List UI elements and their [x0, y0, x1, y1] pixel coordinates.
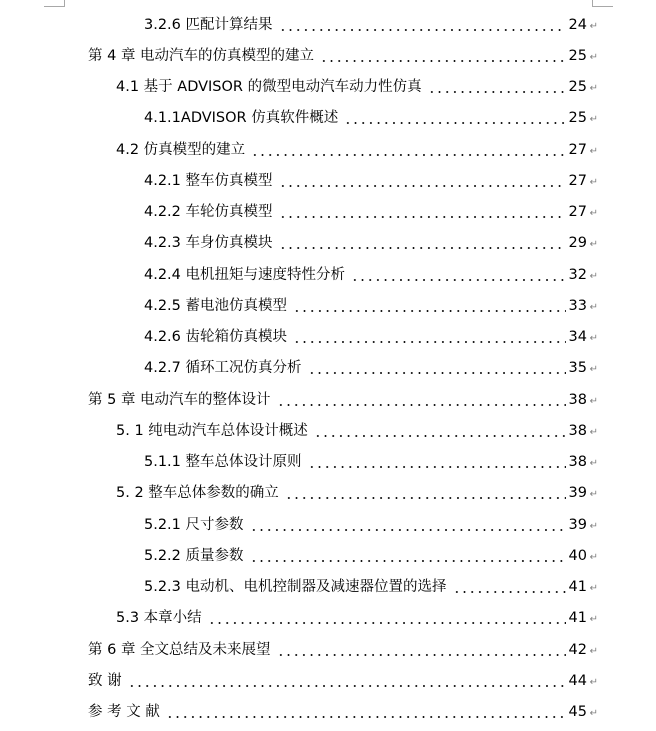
toc-entry-page-number: 38	[568, 422, 587, 439]
toc-entry[interactable]	[0, 572, 656, 603]
toc-leader-dots	[128, 674, 566, 688]
toc-entry-page-number: 33	[568, 297, 587, 314]
toc-leader-dots	[285, 486, 566, 500]
page-corner-mark-right	[592, 0, 613, 7]
paragraph-mark-icon: ↵	[589, 239, 598, 251]
toc-entry[interactable]	[0, 353, 656, 384]
toc-entry[interactable]	[0, 665, 656, 696]
paragraph-mark-icon: ↵	[589, 676, 598, 688]
toc-entry-title: 参 考 文 献	[88, 704, 160, 721]
paragraph-mark-icon: ↵	[589, 582, 598, 594]
toc-entry-title: 5.2.3 电动机、电机控制器及减速器位置的选择	[144, 579, 447, 596]
toc-entry-title: 致 谢	[88, 672, 122, 689]
toc-entry-page-number: 25	[568, 47, 587, 64]
toc-entry[interactable]	[0, 228, 656, 259]
toc-entry-title: 4.2 仿真模型的建立	[116, 141, 246, 158]
toc-entry-page-number: 27	[568, 172, 587, 189]
toc-entry[interactable]	[0, 197, 656, 228]
toc-entry-page-number: 27	[568, 141, 587, 158]
toc-entry[interactable]	[0, 134, 656, 165]
toc-entry[interactable]	[0, 447, 656, 478]
toc-leader-dots	[453, 580, 566, 594]
toc-leader-dots	[250, 518, 566, 532]
toc-entry-title: 4.2.4 电机扭矩与速度特性分析	[144, 266, 346, 283]
toc-entry-title: 4.2.5 蓄电池仿真模型	[144, 297, 288, 314]
toc-entry[interactable]	[0, 9, 656, 40]
toc-entry-page-number: 32	[568, 266, 587, 283]
toc-entry-page-number: 34	[568, 329, 587, 346]
toc-leader-dots	[279, 236, 566, 250]
toc-entry-page-number: 25	[568, 79, 587, 96]
toc-leader-dots	[279, 18, 566, 32]
paragraph-mark-icon: ↵	[589, 145, 598, 157]
toc-leader-dots	[293, 299, 566, 313]
toc-entry-title: 第 4 章 电动汽车的仿真模型的建立	[88, 47, 315, 64]
toc-entry[interactable]	[0, 509, 656, 540]
toc-leader-dots	[251, 143, 565, 157]
toc-entry[interactable]	[0, 478, 656, 509]
toc-leader-dots	[320, 49, 565, 63]
paragraph-mark-icon: ↵	[589, 457, 598, 469]
toc-entry[interactable]	[0, 415, 656, 446]
toc-entry-title: 4.1.1ADVISOR 仿真软件概述	[144, 110, 339, 127]
paragraph-mark-icon: ↵	[589, 114, 598, 126]
toc-entry-title: 4.2.7 循环工况仿真分析	[144, 360, 302, 377]
toc-entry[interactable]	[0, 697, 656, 728]
toc-entry[interactable]	[0, 259, 656, 290]
toc-entry[interactable]	[0, 165, 656, 196]
paragraph-mark-icon: ↵	[589, 364, 598, 376]
toc-entry-title: 5.2.2 质量参数	[144, 547, 244, 564]
paragraph-mark-icon: ↵	[589, 301, 598, 313]
toc-entry[interactable]	[0, 322, 656, 353]
toc-leader-dots	[308, 361, 566, 375]
toc-entry-title: 第 5 章 电动汽车的整体设计	[88, 391, 271, 408]
toc-entry-title: 5.1.1 整车总体设计原则	[144, 454, 302, 471]
toc-entry[interactable]	[0, 384, 656, 415]
toc-entry[interactable]	[0, 634, 656, 665]
toc-entry[interactable]	[0, 103, 656, 134]
paragraph-mark-icon: ↵	[589, 614, 598, 626]
toc-entry-page-number: 39	[568, 516, 587, 533]
toc-entry-page-number: 45	[568, 704, 587, 721]
toc-leader-dots	[314, 424, 566, 438]
toc-entry[interactable]	[0, 72, 656, 103]
paragraph-mark-icon: ↵	[589, 489, 598, 501]
toc-entry-title: 4.2.6 齿轮箱仿真模块	[144, 329, 288, 346]
toc-leader-dots	[308, 455, 566, 469]
toc-leader-dots	[277, 643, 566, 657]
paragraph-mark-icon: ↵	[589, 395, 598, 407]
table-of-contents	[0, 9, 656, 728]
toc-leader-dots	[293, 330, 566, 344]
paragraph-mark-icon: ↵	[589, 82, 598, 94]
paragraph-mark-icon: ↵	[589, 551, 598, 563]
paragraph-mark-icon: ↵	[589, 645, 598, 657]
toc-entry-title: 4.1 基于 ADVISOR 的微型电动汽车动力性仿真	[116, 79, 422, 96]
toc-entry-title: 5. 2 整车总体参数的确立	[116, 485, 279, 502]
toc-leader-dots	[250, 549, 566, 563]
toc-entry-title: 5. 1 纯电动汽车总体设计概述	[116, 422, 308, 439]
toc-entry-page-number: 42	[568, 641, 587, 658]
toc-entry-title: 5.2.1 尺寸参数	[144, 516, 244, 533]
toc-entry-page-number: 25	[568, 110, 587, 127]
toc-leader-dots	[279, 205, 566, 219]
paragraph-mark-icon: ↵	[589, 20, 598, 32]
toc-entry[interactable]	[0, 40, 656, 71]
toc-entry-page-number: 41	[568, 579, 587, 596]
toc-entry-page-number: 41	[568, 610, 587, 627]
paragraph-mark-icon: ↵	[589, 426, 598, 438]
paragraph-mark-icon: ↵	[589, 51, 598, 63]
toc-entry[interactable]	[0, 290, 656, 321]
page-corner-mark-left	[44, 0, 65, 7]
paragraph-mark-icon: ↵	[589, 207, 598, 219]
toc-leader-dots	[277, 393, 566, 407]
toc-entry-page-number: 24	[568, 16, 587, 33]
paragraph-mark-icon: ↵	[589, 270, 598, 282]
toc-entry-page-number: 35	[568, 360, 587, 377]
paragraph-mark-icon: ↵	[589, 707, 598, 719]
toc-entry-title: 4.2.3 车身仿真模块	[144, 235, 273, 252]
toc-entry-page-number: 38	[568, 454, 587, 471]
toc-entry-title: 5.3 本章小结	[116, 610, 202, 627]
paragraph-mark-icon: ↵	[589, 332, 598, 344]
toc-entry-page-number: 29	[568, 235, 587, 252]
toc-entry-page-number: 44	[568, 672, 587, 689]
toc-leader-dots	[351, 268, 566, 282]
toc-entry-page-number: 39	[568, 485, 587, 502]
toc-entry[interactable]	[0, 603, 656, 634]
paragraph-mark-icon: ↵	[589, 176, 598, 188]
toc-leader-dots	[208, 611, 566, 625]
toc-entry[interactable]	[0, 540, 656, 571]
toc-leader-dots	[344, 111, 565, 125]
toc-leader-dots	[279, 174, 566, 188]
toc-entry-title: 3.2.6 匹配计算结果	[144, 16, 273, 33]
toc-entry-page-number: 38	[568, 391, 587, 408]
toc-leader-dots	[428, 80, 566, 94]
paragraph-mark-icon: ↵	[589, 520, 598, 532]
toc-entry-title: 4.2.2 车轮仿真模型	[144, 204, 273, 221]
toc-entry-title: 第 6 章 全文总结及未来展望	[88, 641, 271, 658]
toc-entry-title: 4.2.1 整车仿真模型	[144, 172, 273, 189]
toc-entry-page-number: 40	[568, 547, 587, 564]
toc-leader-dots	[166, 705, 566, 719]
toc-entry-page-number: 27	[568, 204, 587, 221]
